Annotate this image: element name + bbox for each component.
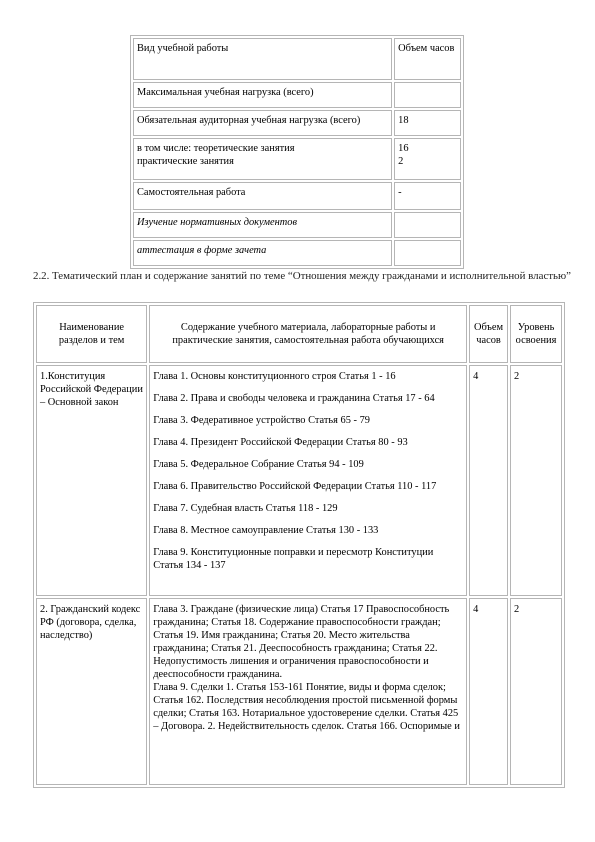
table-row (133, 182, 461, 210)
row-label: Обязательная аудиторная учебная нагрузка (всего) (133, 110, 392, 136)
chapter-item: Глава 7. Судебная власть Статья 118 - 129 (153, 503, 338, 514)
header-work-type: Вид учебной работы (133, 38, 392, 80)
chapter-item: Глава 8. Местное самоуправление Статья 130 - 133 (153, 525, 379, 536)
table-row (133, 212, 461, 238)
chapter-item: Глава 6. Правительство Российской Федерации Статья 110 - 117 (153, 481, 437, 492)
hours-value: 4 (469, 598, 508, 785)
chapter-item: Глава 9. Конституционные поправки и пересмотр Конституции Статья 134 - 137 (153, 547, 434, 571)
header-hours: Объем часов (469, 305, 508, 363)
row-value (394, 138, 461, 180)
table-row (133, 38, 461, 80)
row-label: Максимальная учебная нагрузка (всего) (133, 82, 392, 108)
row-value (394, 82, 461, 108)
table-row (133, 138, 461, 180)
section-content (149, 365, 467, 596)
row-label: Самостоятельная работа (133, 182, 392, 210)
header-sections: Наименование разделов и тем (36, 305, 147, 363)
table-row (133, 240, 461, 266)
chapter-item: Глава 3. Федеративное устройство Статья 65 - 79 (153, 415, 370, 426)
row-label-line: в том числе: теоретические занятия (137, 143, 295, 154)
header-hours: Объем часов (394, 38, 461, 80)
row-value-line: 2 (398, 156, 404, 167)
section-heading: 2.2. Тематический план и содержание занятий по теме “Отношения между гражданами и исполнительной властью” (33, 270, 571, 282)
header-content: Содержание учебного материала, лабораторные работы и практические занятия, самостоятельная работа обучающихся (149, 305, 467, 363)
table-row (133, 110, 461, 136)
row-value: 18 (394, 110, 461, 136)
section-title: 1.Конституция Российской Федерации – Основной закон (36, 365, 147, 596)
content-paragraph: Глава 3. Граждане (физические лица) Статья 17 Правоспособность гражданина; Статья 18. Содержание правоспособности граждан; Статья 19. Имя гражданина; Статья 20. Место жительства гражданина; Статья 21. Дееспособность гражданина; Статья 22. Недопустимость лишения и ограничения правоспособности и дееспособности гражданина. (153, 604, 450, 680)
row-label (133, 138, 392, 180)
chapter-item: Глава 1. Основы конституционного строя Статья 1 - 16 (153, 371, 396, 382)
chapter-item: Глава 2. Права и свободы человека и гражданина Статья 17 - 64 (153, 393, 435, 404)
row-value-line: 16 (398, 143, 409, 154)
table-row (133, 82, 461, 108)
row-value: - (394, 182, 461, 210)
row-label: аттестация в форме зачета (133, 240, 392, 266)
hours-value: 4 (469, 365, 508, 596)
row-label-line: практические занятия (137, 156, 234, 167)
row-value (394, 240, 461, 266)
section-content (149, 598, 467, 785)
header-level: Уровень освоения (510, 305, 562, 363)
study-load-table (130, 35, 464, 269)
section-title: 2. Гражданский кодекс РФ (договора, сделка, наследство) (36, 598, 147, 785)
chapter-item: Глава 5. Федеральное Собрание Статья 94 - 109 (153, 459, 364, 470)
level-value: 2 (510, 598, 562, 785)
content-paragraph: Глава 9. Сделки 1. Статья 153-161 Понятие, виды и форма сделок; Статья 162. Последствия несоблюдения простой письменной формы сделки; Статья 163. Нотариальное удостоверение сделки. Статья 425 – Договора. 2. Недействительность сделок. Статья 166. Оспоримые и (153, 682, 460, 732)
table-row (36, 598, 562, 785)
table-row (36, 365, 562, 596)
thematic-plan-table (33, 302, 565, 788)
table-header-row (36, 305, 562, 363)
row-label: Изучение нормативных документов (133, 212, 392, 238)
chapter-item: Глава 4. Президент Российской Федерации Статья 80 - 93 (153, 437, 408, 448)
level-value: 2 (510, 365, 562, 596)
row-value (394, 212, 461, 238)
